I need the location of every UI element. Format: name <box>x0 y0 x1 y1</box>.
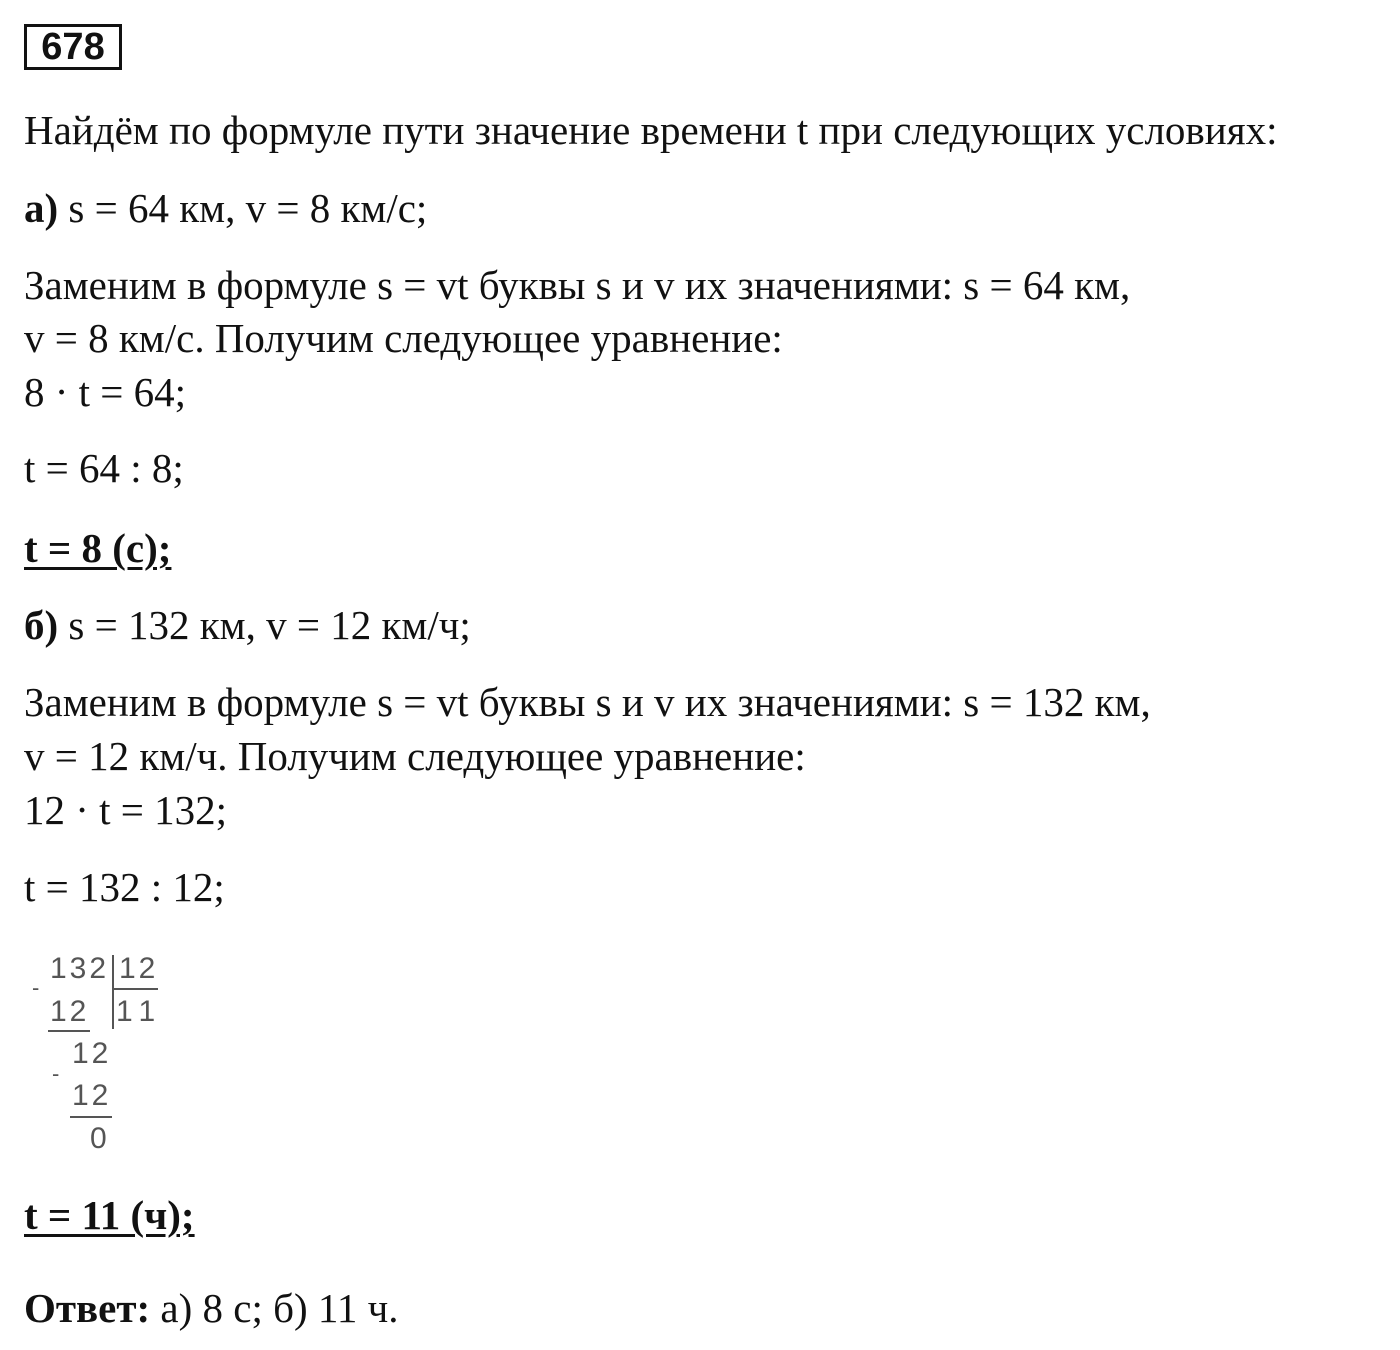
part-b-values: s = 132 км, v = 12 км/ч; <box>58 602 471 648</box>
answer-label: Ответ: <box>24 1285 151 1331</box>
part-b-substitution-line1: Заменим в формуле s = vt буквы s и v их значениями: s = 132 км, <box>24 679 1151 725</box>
division-final-remainder: 0 <box>90 1122 110 1155</box>
part-a-equation: 8 · t = 64; <box>24 369 187 415</box>
part-a-label: а) <box>24 185 59 231</box>
part-b-solve: t = 132 : 12; <box>24 864 225 910</box>
problem-number: 678 <box>24 24 122 70</box>
division-step2-line <box>70 1116 112 1118</box>
division-step2-remainder: 12 <box>72 1037 112 1070</box>
part-a-solve: t = 64 : 8; <box>24 445 184 491</box>
part-a-substitution-line1: Заменим в формуле s = vt буквы s и v их значениями: s = 64 км, <box>24 262 1131 308</box>
division-dividend: 132 <box>50 952 110 985</box>
division-vertical-bar <box>112 955 114 1029</box>
part-b-result <box>24 1190 195 1240</box>
division-minus-1: - <box>32 975 40 1000</box>
part-b-result-text: t = 11 (ч); <box>24 1192 195 1238</box>
part-a-values: s = 64 км, v = 8 км/с; <box>58 185 428 231</box>
part-a-condition <box>24 183 427 233</box>
answer <box>24 1283 398 1333</box>
part-b-equation: 12 · t = 132; <box>24 787 228 833</box>
division-quotient: 11 <box>116 995 164 1028</box>
part-b-substitution-line2: v = 12 км/ч. Получим следующее уравнение: <box>24 733 806 779</box>
part-a-result-text: t = 8 (с); <box>24 525 172 571</box>
division-step2-subtract: 12 <box>72 1079 112 1112</box>
part-a-result <box>24 523 171 573</box>
division-divisor: 12 <box>119 952 159 985</box>
division-quotient-line <box>112 988 158 990</box>
answer-text: а) 8 с; б) 11 ч. <box>150 1285 399 1331</box>
division-step1-line <box>48 1030 90 1032</box>
part-b-label: б) <box>24 602 59 648</box>
intro-text: Найдём по формуле пути значение времени t при следующих условиях: <box>24 107 1278 153</box>
part-a-substitution-line2: v = 8 км/с. Получим следующее уравнение: <box>24 315 783 361</box>
part-b-condition <box>24 600 471 650</box>
division-step1-subtract: 12 <box>50 995 90 1028</box>
division-minus-2: - <box>52 1061 60 1086</box>
